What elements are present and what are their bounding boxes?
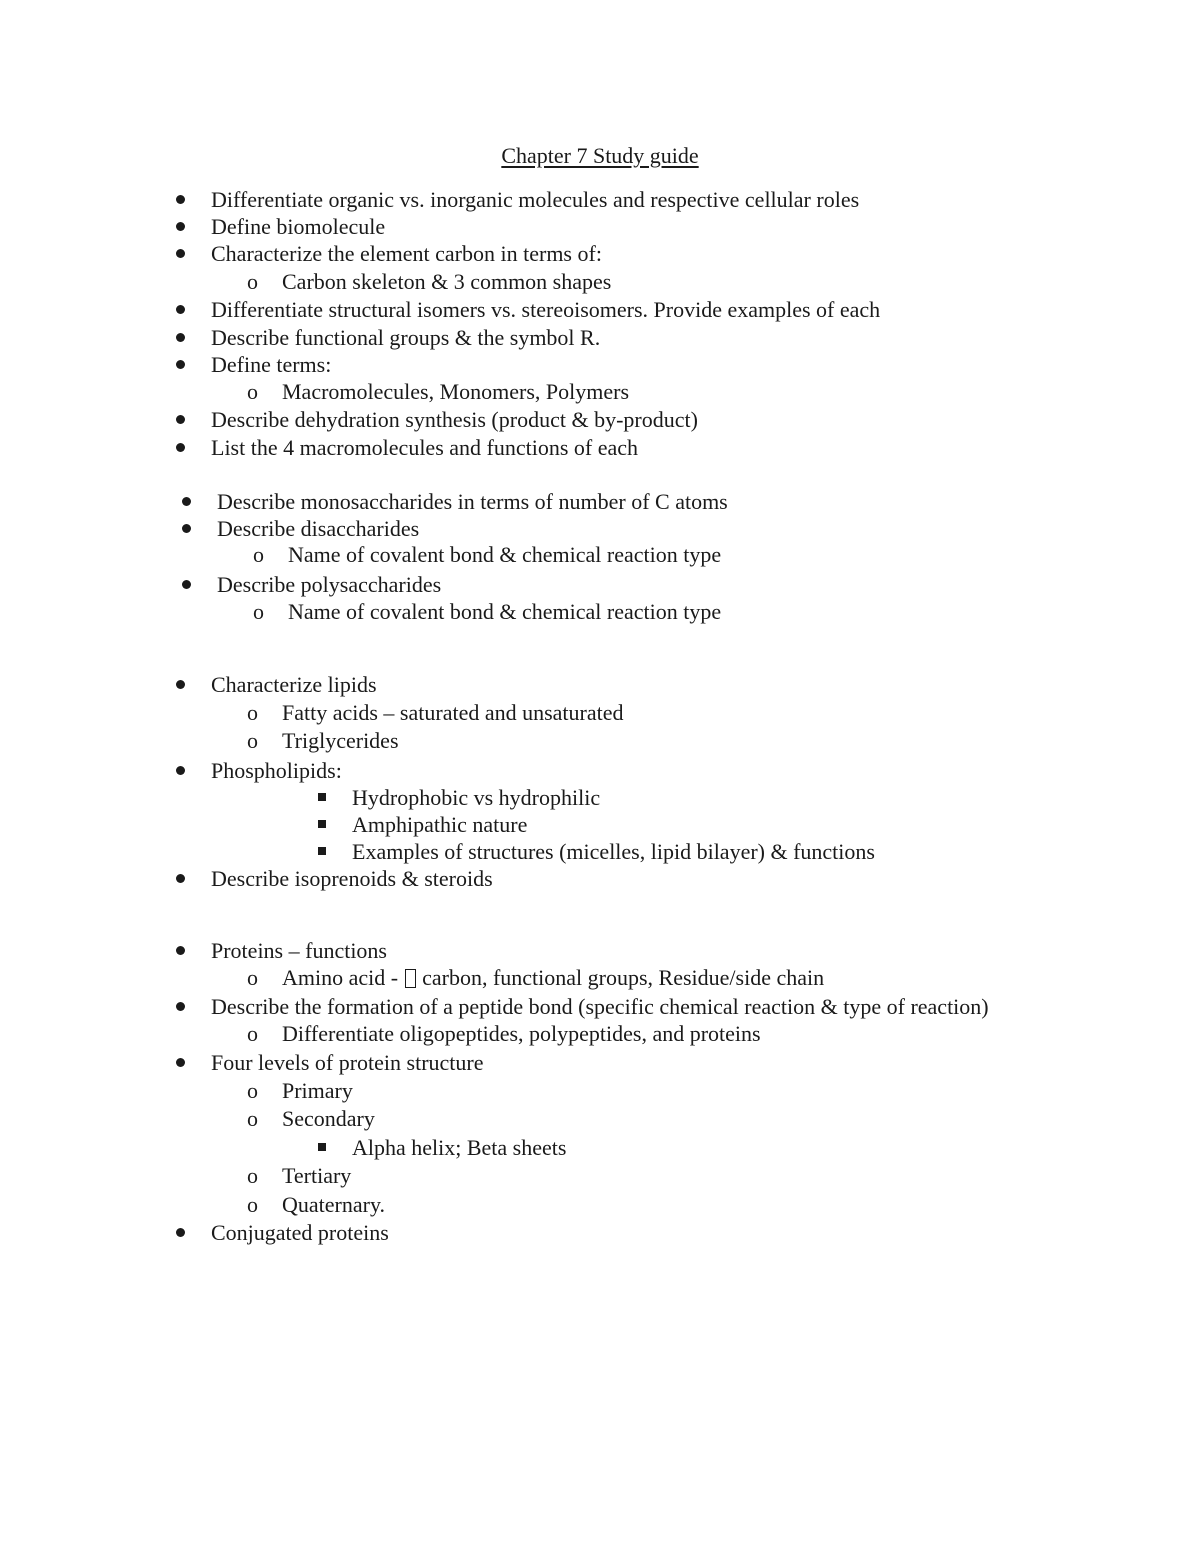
list-item [211,213,385,241]
list-item-text: Alpha helix; Beta sheets [352,1135,567,1160]
list-item [282,1077,353,1105]
list-item-text: Hydrophobic vs hydrophilic [352,785,601,810]
list-item-text: Quaternary. [282,1192,386,1217]
list-item-text: Tertiary [282,1163,352,1188]
list-item [211,351,331,379]
bullet-square-icon [318,1143,326,1151]
list-item [282,1020,761,1048]
bullet-disc-icon [176,1058,185,1067]
bullet-disc-icon [176,222,185,231]
list-item [211,296,880,324]
bullet-square-icon [318,847,326,855]
list-item [282,378,629,406]
bullet-circle-icon: o [247,1021,258,1046]
list-item [217,571,441,599]
bullet-disc-icon [176,680,185,689]
list-item [352,838,875,866]
bullet-disc-icon [176,1002,185,1011]
list-item [352,784,600,812]
bullet-square-icon [318,793,326,801]
list-item-text: carbon, functional groups, Residue/side chain [416,965,825,990]
list-item [217,488,728,516]
list-item-text: Differentiate oligopeptides, polypeptides, and proteins [282,1021,761,1046]
list-item-text: Amino acid - [282,965,404,990]
bullet-circle-icon: o [247,728,258,753]
list-item-text: Differentiate organic vs. inorganic molecules and respective cellular roles [211,187,860,212]
list-item [352,811,527,839]
list-item [282,699,624,727]
list-item [282,964,824,992]
list-item-text: Name of covalent bond & chemical reaction type [288,599,722,624]
list-item [282,268,611,296]
list-item-text: Name of covalent bond & chemical reaction type [288,542,722,567]
list-item [211,1049,484,1077]
list-item-text: Amphipathic nature [352,812,528,837]
list-item-text: Macromolecules, Monomers, Polymers [282,379,630,404]
bullet-circle-icon: o [247,269,258,294]
bullet-circle-icon: o [253,542,264,567]
list-item [217,515,419,543]
list-item [211,865,493,893]
list-item [211,406,698,434]
list-item-text: Describe functional groups & the symbol R. [211,325,601,350]
list-item-text: Describe polysaccharides [217,572,442,597]
bullet-circle-icon: o [253,599,264,624]
list-item [211,324,600,352]
bullet-circle-icon: o [247,1106,258,1131]
list-item-text: Carbon skeleton & 3 common shapes [282,269,612,294]
list-item [282,1105,375,1133]
list-item [211,186,859,214]
bullet-disc-icon [182,524,191,533]
list-item-text: Triglycerides [282,728,399,753]
bullet-disc-icon [176,766,185,775]
bullet-disc-icon [176,249,185,258]
bullet-circle-icon: o [247,1192,258,1217]
list-item-text: Phospholipids: [211,758,342,783]
list-item [211,993,989,1021]
bullet-circle-icon: o [247,1163,258,1188]
bullet-disc-icon [176,443,185,452]
list-item-text: Describe the formation of a peptide bond (specific chemical reaction & type of reaction) [211,994,989,1019]
list-item [211,671,377,699]
bullet-disc-icon [176,415,185,424]
bullet-disc-icon [176,305,185,314]
bullet-disc-icon [176,333,185,342]
list-item-text: Define biomolecule [211,214,386,239]
list-item [211,937,387,965]
list-item [211,240,602,268]
list-item-text: Fatty acids – saturated and unsaturated [282,700,624,725]
list-item [282,727,399,755]
list-item [288,598,721,626]
list-item-text: Primary [282,1078,353,1103]
list-item [211,1219,389,1247]
bullet-disc-icon [176,360,185,369]
list-item-text: Describe dehydration synthesis (product & by-product) [211,407,698,432]
bullet-disc-icon [176,946,185,955]
bullet-circle-icon: o [247,379,258,404]
list-item-text: Secondary [282,1106,375,1131]
list-item [211,757,342,785]
bullet-disc-icon [176,1228,185,1237]
list-item [288,541,721,569]
list-item-text: Describe disaccharides [217,516,420,541]
list-item-text: Proteins – functions [211,938,387,963]
missing-glyph-icon [405,969,416,988]
list-item-text: List the 4 macromolecules and functions of each [211,435,639,460]
list-item-text: Conjugated proteins [211,1220,389,1245]
list-item [282,1162,351,1190]
bullet-disc-icon [176,874,185,883]
document-title: Chapter 7 Study guide [501,143,699,168]
bullet-disc-icon [176,195,185,204]
list-item-text: Differentiate structural isomers vs. stereoisomers. Provide examples of each [211,297,881,322]
list-item-text: Four levels of protein structure [211,1050,484,1075]
bullet-disc-icon [182,580,191,589]
list-item-text: Define terms: [211,352,332,377]
list-item [352,1134,566,1162]
list-item-text: Describe isoprenoids & steroids [211,866,493,891]
list-item [211,434,638,462]
list-item-text: Describe monosaccharides in terms of number of C atoms [217,489,728,514]
list-item-text: Characterize the element carbon in terms of: [211,241,602,266]
list-item-text: Characterize lipids [211,672,377,697]
bullet-circle-icon: o [247,700,258,725]
bullet-circle-icon: o [247,965,258,990]
bullet-square-icon [318,820,326,828]
list-item [282,1191,385,1219]
list-item-text: Examples of structures (micelles, lipid bilayer) & functions [352,839,875,864]
bullet-circle-icon: o [247,1078,258,1103]
bullet-disc-icon [182,497,191,506]
